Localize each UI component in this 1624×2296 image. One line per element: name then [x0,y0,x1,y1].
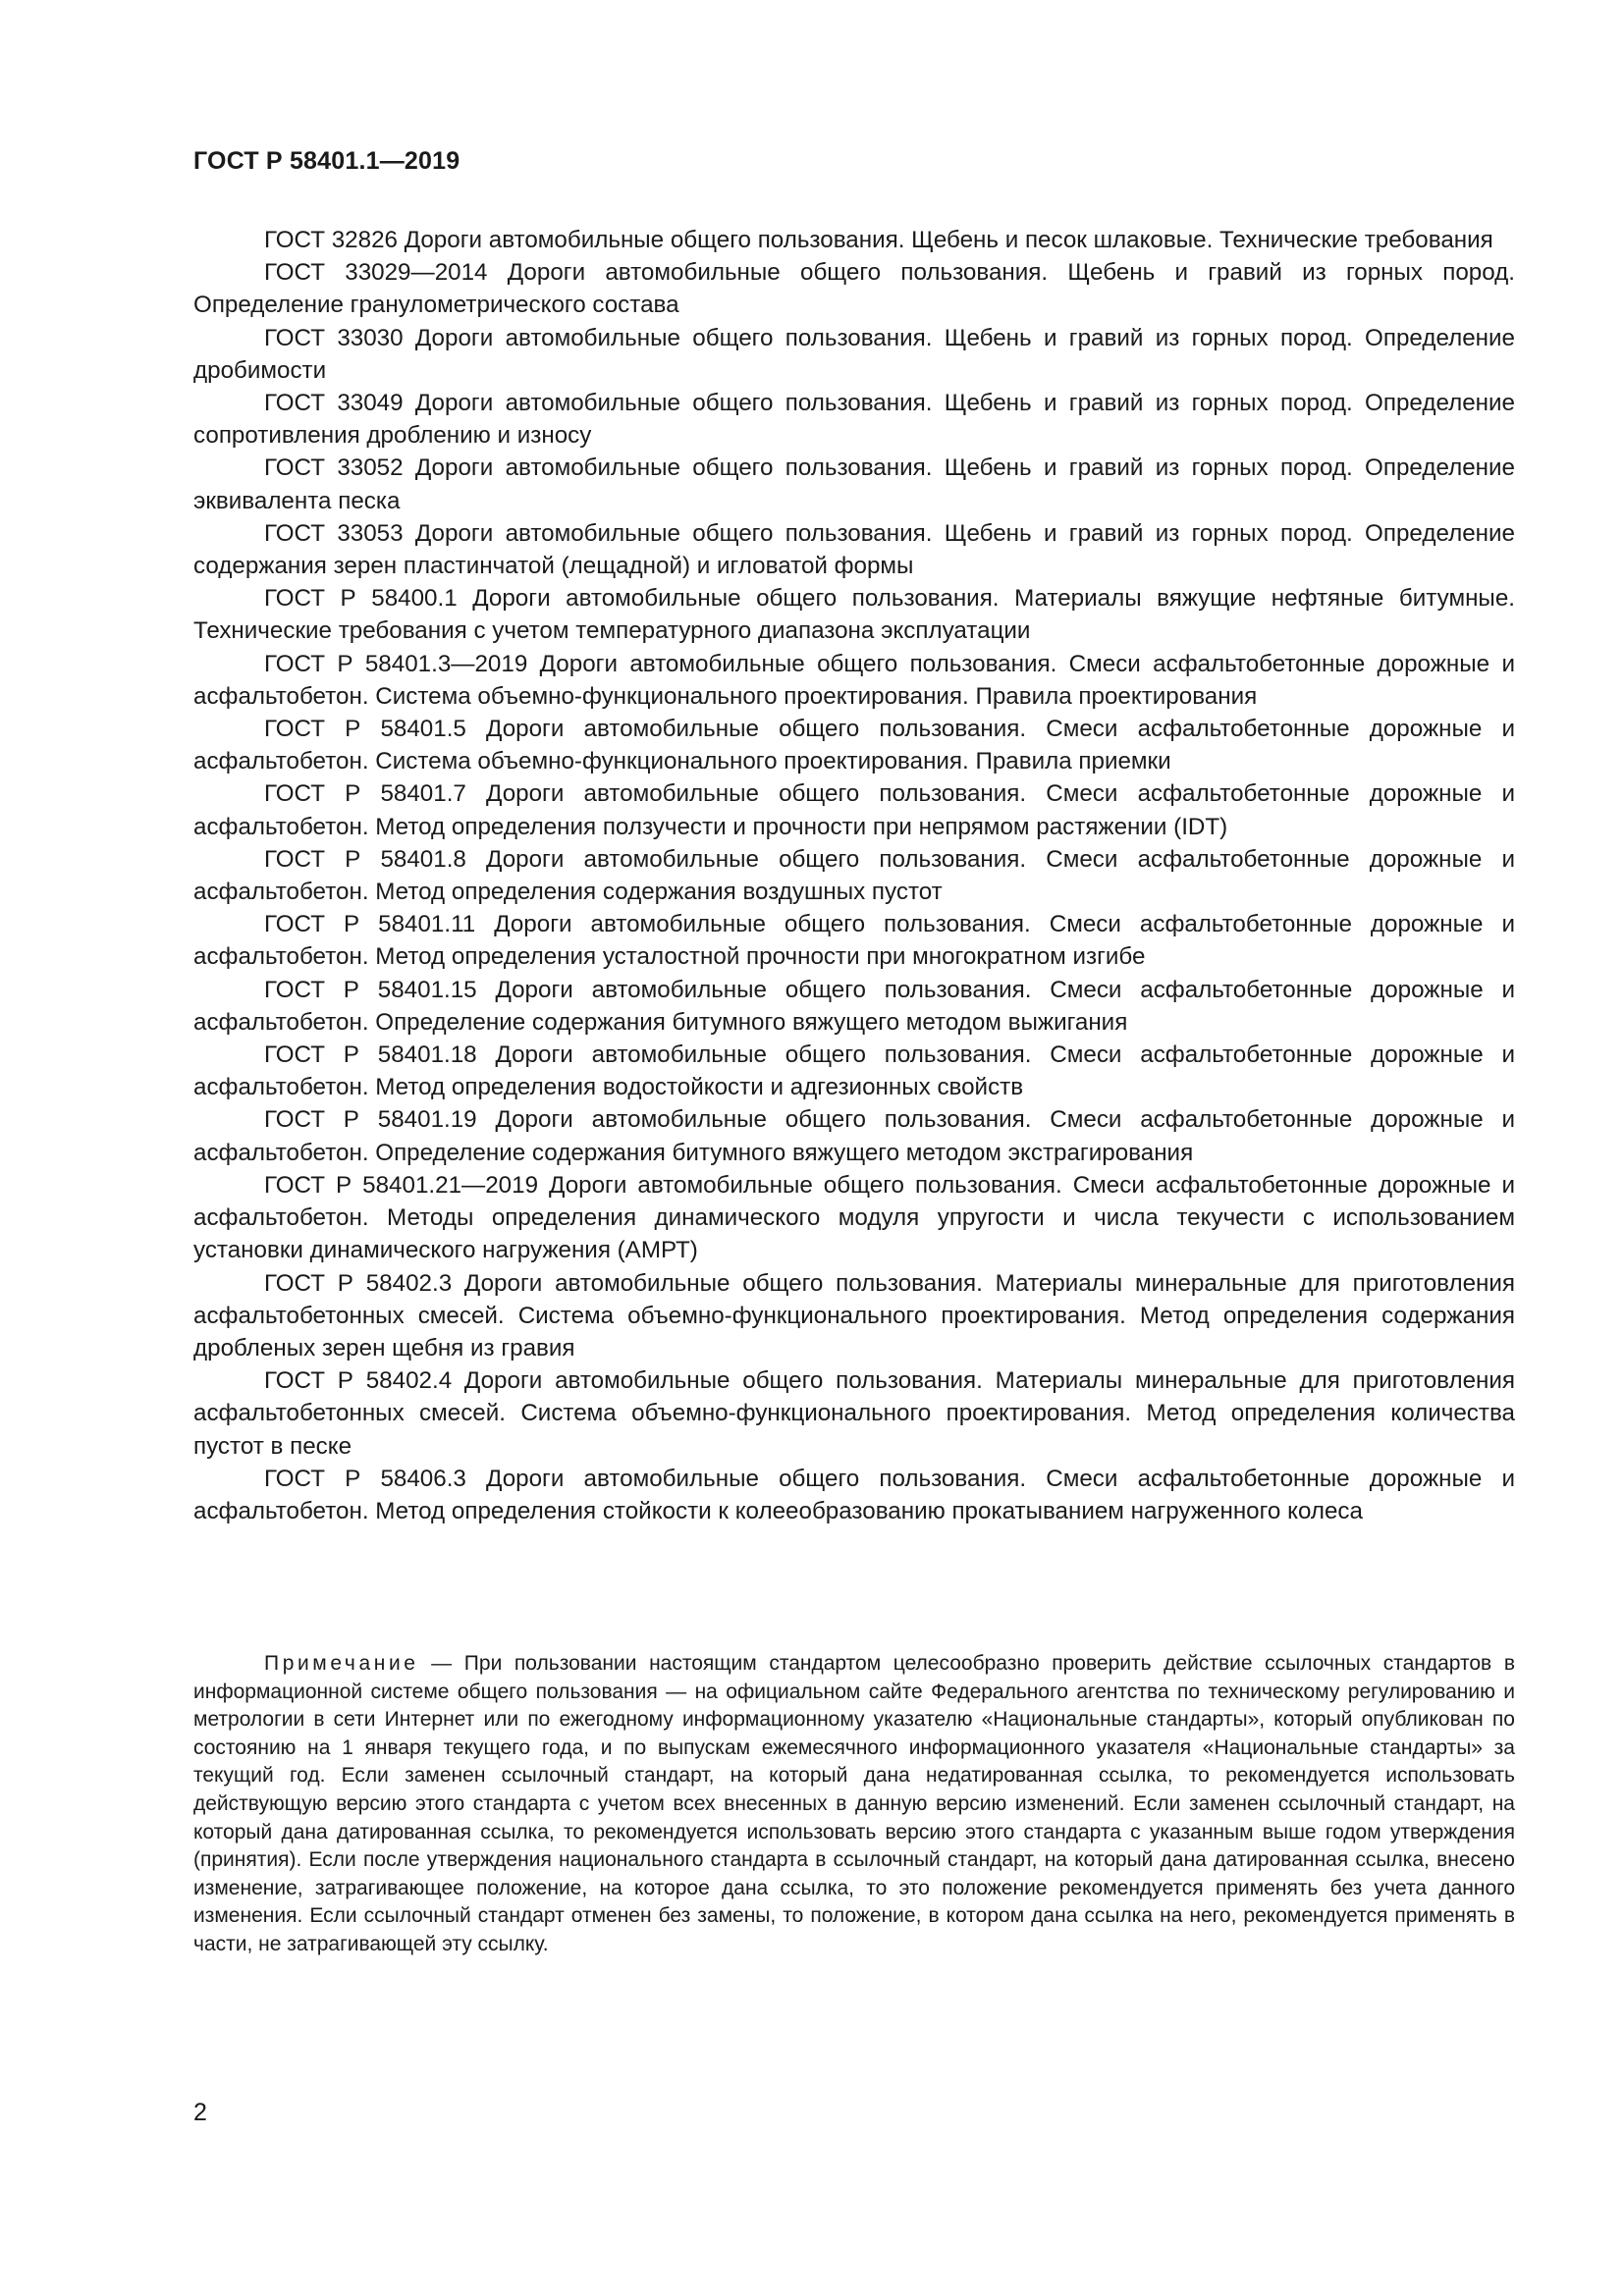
reference-item: ГОСТ 33052 Дороги автомобильные общего пользования. Щебень и гравий из горных пород. Определение эквивалента песка [193,454,1515,514]
reference-item: ГОСТ Р 58401.11 Дороги автомобильные общего пользования. Смеси асфальтобетонные дорожные и асфальтобетон. Метод определения усталостной прочности при многократном изгибе [193,911,1515,971]
reference-item: ГОСТ 33053 Дороги автомобильные общего пользования. Щебень и гравий из горных пород. Определение содержания зерен пластинчатой (лещадной) и игловатой формы [193,519,1515,580]
reference-item: ГОСТ Р 58400.1 Дороги автомобильные общего пользования. Материалы вяжущие нефтяные битумные. Технические требования с учетом температурного диапазона эксплуатации [193,585,1515,645]
reference-item: ГОСТ Р 58402.4 Дороги автомобильные общего пользования. Материалы минеральные для приготовления асфальтобетонных смесей. Система объемно-функционального проектирования. Метод определения количества пустот в песке [193,1367,1515,1460]
reference-item: ГОСТ Р 58402.3 Дороги автомобильные общего пользования. Материалы минеральные для приготовления асфальтобетонных смесей. Система объемно-функционального проектирования. Метод определения содержания дробленых зерен щебня из гравия [193,1269,1515,1362]
reference-item: ГОСТ 33029—2014 Дороги автомобильные общего пользования. Щебень и гравий из горных пород. Определение гранулометрического состава [193,259,1515,319]
reference-item: ГОСТ 33049 Дороги автомобильные общего пользования. Щебень и гравий из горных пород. Определение сопротивления дроблению и износу [193,390,1515,450]
reference-item: ГОСТ 33030 Дороги автомобильные общего пользования. Щебень и гравий из горных пород. Определение дробимости [193,324,1515,384]
reference-item: ГОСТ 32826 Дороги автомобильные общего пользования. Щебень и песок шлаковые. Технические требования [264,227,1493,253]
note-paragraph [193,1650,1515,1959]
note-label: Примечание [264,1652,419,1675]
reference-item: ГОСТ Р 58401.18 Дороги автомобильные общего пользования. Смеси асфальтобетонные дорожные и асфальтобетон. Метод определения водостойкости и адгезионных свойств [193,1041,1515,1101]
document-header-id: ГОСТ Р 58401.1—2019 [193,147,460,175]
reference-item: ГОСТ Р 58401.7 Дороги автомобильные общего пользования. Смеси асфальтобетонные дорожные и асфальтобетон. Метод определения ползучести и прочности при непрямом растяжении (IDT) [193,780,1515,840]
reference-item: ГОСТ Р 58401.5 Дороги автомобильные общего пользования. Смеси асфальтобетонные дорожные и асфальтобетон. Система объемно-функционального проектирования. Правила приемки [193,716,1515,775]
reference-item: ГОСТ Р 58401.19 Дороги автомобильные общего пользования. Смеси асфальтобетонные дорожные и асфальтобетон. Определение содержания битумного вяжущего методом экстрагирования [193,1106,1515,1166]
reference-item: ГОСТ Р 58401.3—2019 Дороги автомобильные общего пользования. Смеси асфальтобетонные дорожные и асфальтобетон. Система объемно-функционального проектирования. Правила проектирования [193,650,1515,710]
reference-item: ГОСТ Р 58406.3 Дороги автомобильные общего пользования. Смеси асфальтобетонные дорожные и асфальтобетон. Метод определения стойкости к колееобразованию прокатыванием нагруженного колеса [193,1465,1515,1524]
reference-item: ГОСТ Р 58401.15 Дороги автомобильные общего пользования. Смеси асфальтобетонные дорожные и асфальтобетон. Определение содержания битумного вяжущего методом выжигания [193,976,1515,1036]
reference-item: ГОСТ Р 58401.8 Дороги автомобильные общего пользования. Смеси асфальтобетонные дорожные и асфальтобетон. Метод определения содержания воздушных пустот [193,845,1515,906]
page-number: 2 [193,2099,207,2126]
reference-item: ГОСТ Р 58401.21—2019 Дороги автомобильные общего пользования. Смеси асфальтобетонные дорожные и асфальтобетон. Методы определения динамического модуля упругости и числа текучести с использованием установки динамического нагружения (АМРТ) [193,1171,1515,1264]
normative-references-list [193,224,1515,1527]
note-text: — При пользовании настоящим стандартом целесообразно проверить действие ссылочных стандартов в информационной системе общего пользования — на официальном сайте Федерального агентства по техническому регулированию и метрологии в сети Интернет или по ежегодному информационному указателю «Национальные стандарты», который опубликован по состоянию на 1 января текущего года, и по выпускам ежемесячного информационного указателя «Национальные стандарты» за текущий год. Если заменен ссылочный стандарт, на который дана недатированная ссылка, то рекомендуется использовать действующую версию этого стандарта с учетом всех внесенных в данную версию изменений. Если заменен ссылочный стандарт, на который дана датированная ссылка, то рекомендуется использовать версию этого стандарта с указанным выше годом утверждения (принятия). Если после утверждения национального стандарта в ссылочный стандарт, на который дана датированная ссылка, внесено изменение, затрагивающее положение, на которое дана ссылка, то это положение рекомендуется применять без учета данного изменения. Если ссылочный стандарт отменен без замены, то положение, в котором дана ссылка на него, рекомендуется применять в части, не затрагивающей эту ссылку. [193,1652,1515,1955]
